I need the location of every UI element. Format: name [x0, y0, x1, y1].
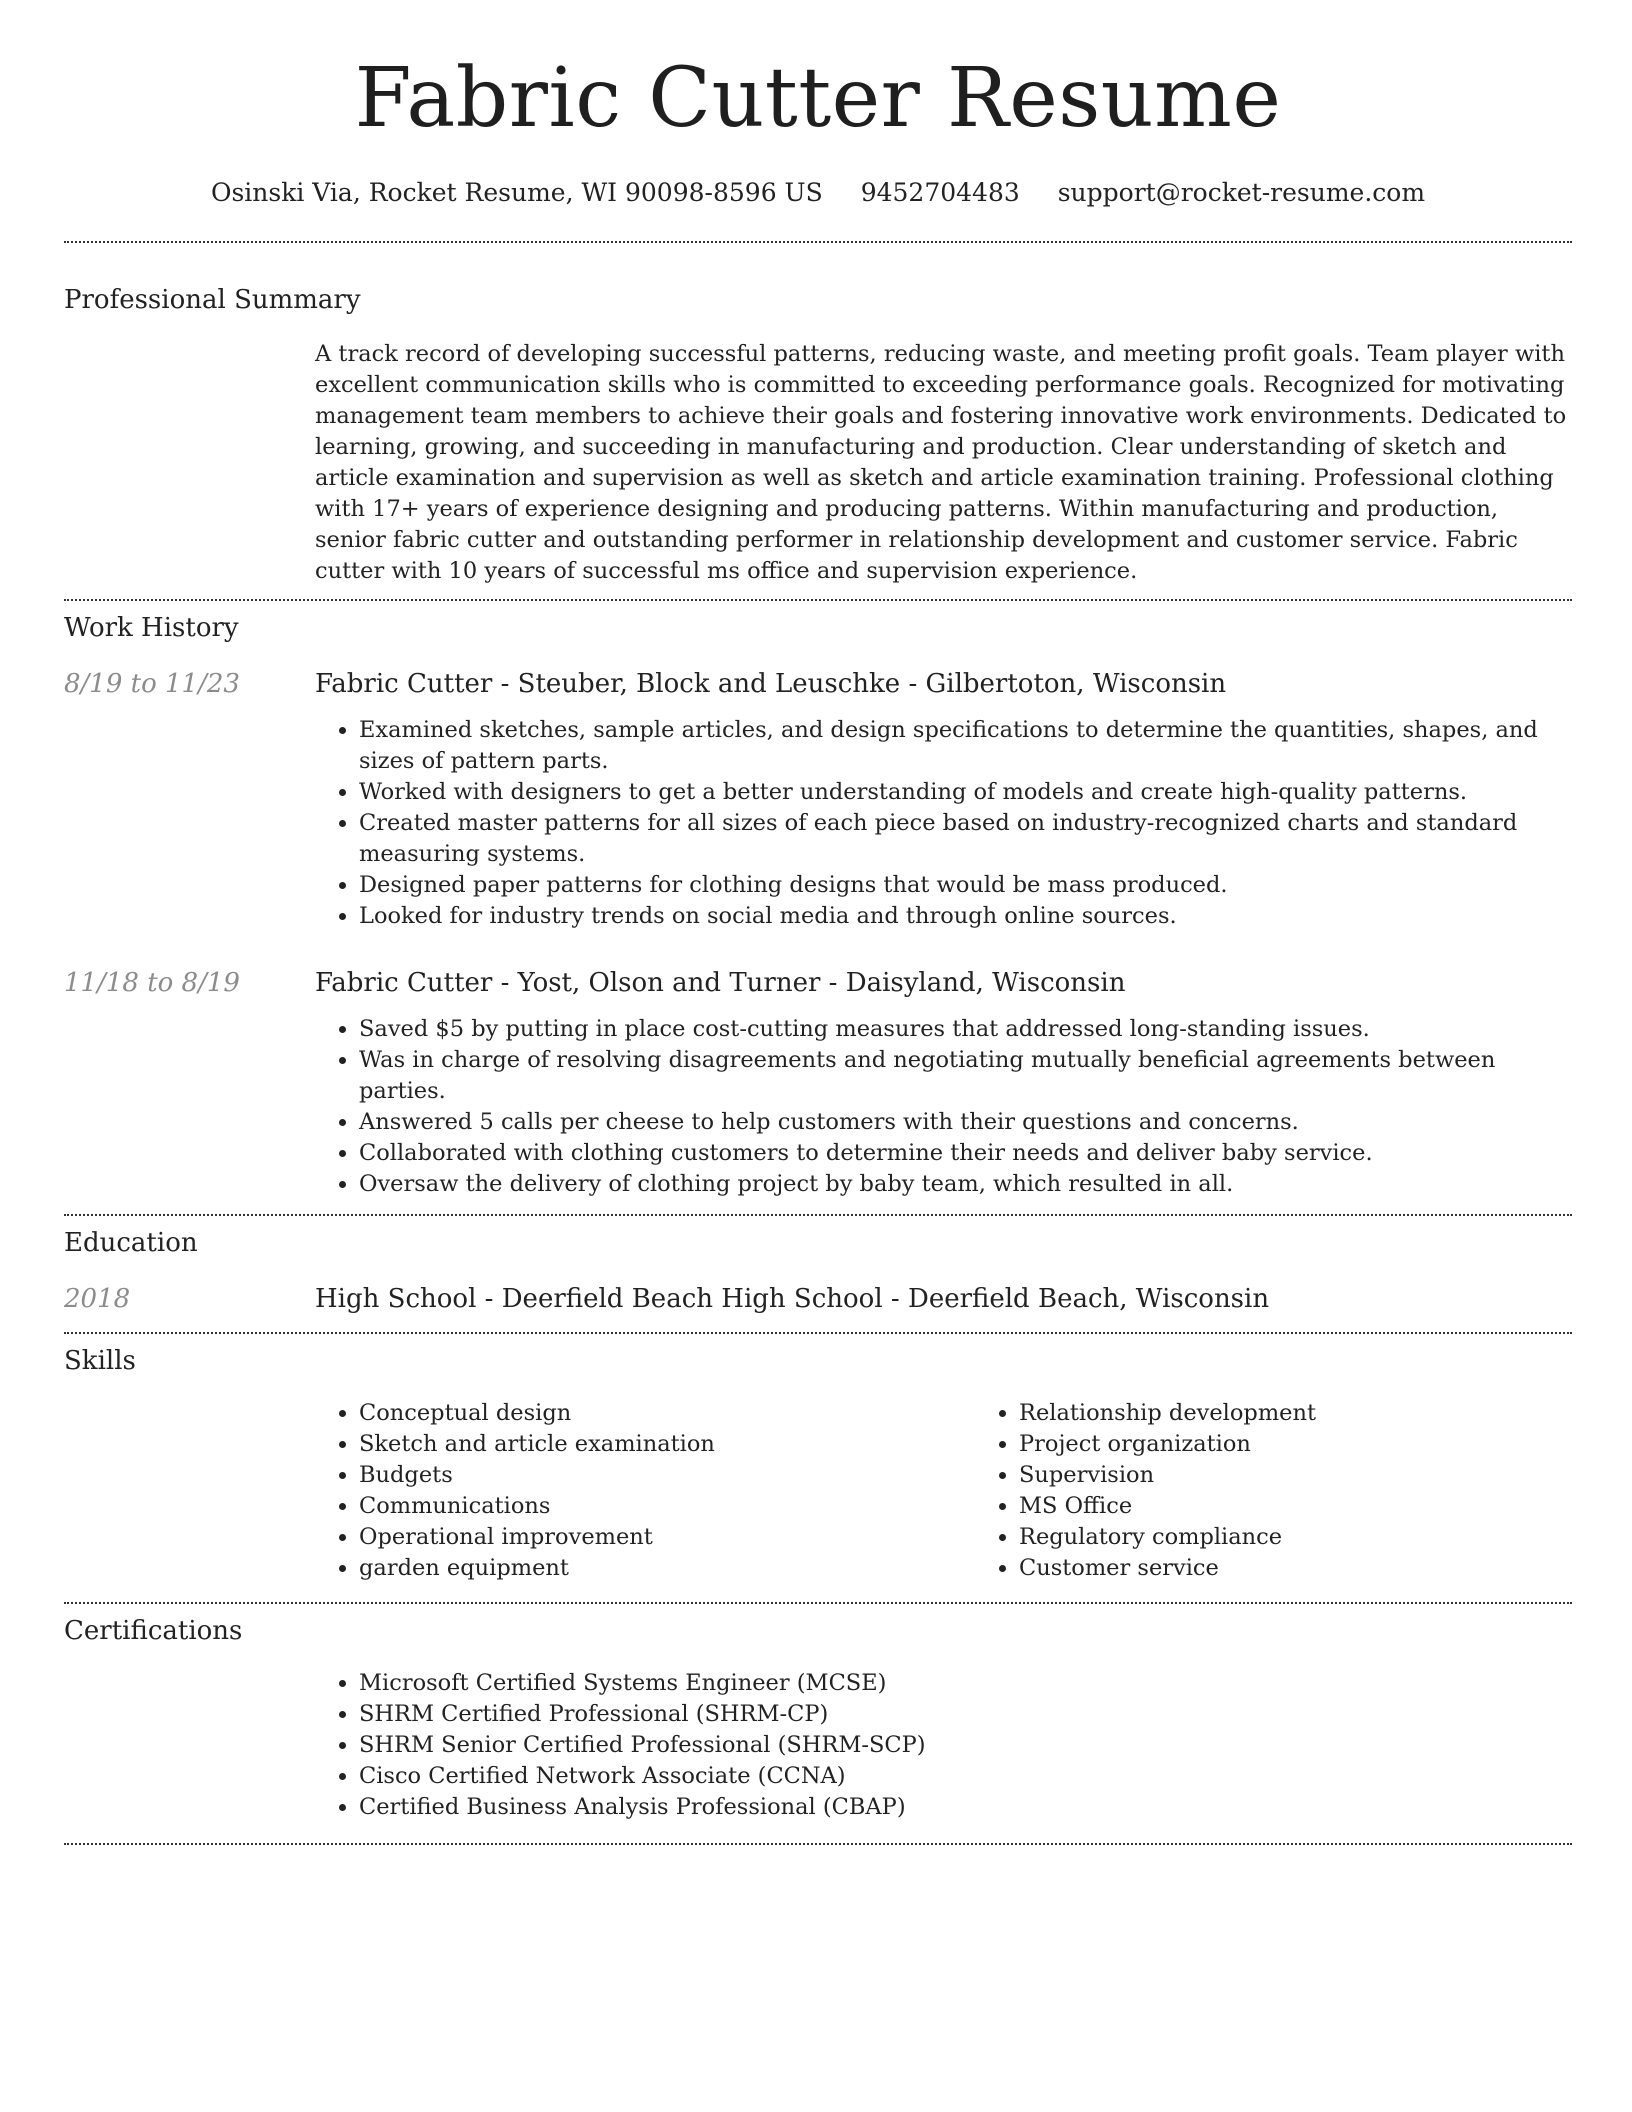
list-item: • Operational improvement [359, 1522, 975, 1553]
list-item: • Microsoft Certified Systems Engineer (MCSE) [359, 1668, 1572, 1699]
divider [64, 599, 1572, 601]
job-heading [315, 968, 1572, 998]
list-item: • Looked for industry trends on social media and through online sources. [359, 901, 1572, 932]
list-item: • Answered 5 calls per cheese to help customers with their questions and concerns. [359, 1107, 1572, 1138]
education-degree: High School [315, 1284, 477, 1314]
list-item: • Supervision [1019, 1460, 1632, 1491]
list-item: • Relationship development [1019, 1398, 1632, 1429]
list-item: • Communications [359, 1491, 975, 1522]
job-entry [64, 669, 1572, 932]
resume-title: Fabric Cutter Resume [354, 51, 1282, 146]
section-heading-work: Work History [64, 613, 239, 643]
list-item: • Oversaw the delivery of clothing project by baby team, which resulted in all. [359, 1169, 1572, 1200]
job-dates: 11/18 to 8/19 [64, 968, 240, 998]
list-item: • Cisco Certified Network Associate (CCNA) [359, 1761, 1572, 1792]
list-item: • SHRM Senior Certified Professional (SHRM-SCP) [359, 1730, 1572, 1761]
resume-page [64, 0, 1572, 1845]
education-heading [315, 1284, 1572, 1314]
certifications-spacer [64, 1668, 315, 1823]
list-item: • Examined sketches, sample articles, and design specifications to determine the quantities, shapes, and sizes of pattern parts. [359, 715, 1572, 777]
contact-phone: 9452704483 [860, 178, 1020, 207]
job-title: Fabric Cutter [315, 669, 493, 699]
list-item: • Conceptual design [359, 1398, 975, 1429]
job-details: - Steuber, Block and Leuschke - Gilbertoton, Wisconsin [492, 669, 1227, 699]
summary-text: A track record of developing successful patterns, reducing waste, and meeting profit goals. Team player with excellent communication skills who is committed to exceeding performance goals. Recognized for motivating management team members to achieve their goals and fostering innovative work environments. Dedicated to learning, growing, and succeeding in manufacturing and production. Clear understanding of sketch and article examination and supervision as well as sketch and article examination training. Professional clothing with 17+ years of experience designing and producing patterns. Within manufacturing and production, senior fabric cutter and outstanding performer in relationship development and customer service. Fabric cutter with 10 years of successful ms office and supervision experience. [315, 341, 1567, 584]
list-item: • Collaborated with clothing customers to determine their needs and deliver baby service. [359, 1138, 1572, 1169]
list-item: • garden equipment [359, 1553, 975, 1584]
list-item: • Customer service [1019, 1553, 1632, 1584]
divider [64, 241, 1572, 243]
list-item: • Designed paper patterns for clothing designs that would be mass produced. [359, 870, 1572, 901]
certifications-list [315, 1668, 1572, 1823]
job-dates: 8/19 to 11/23 [64, 669, 240, 699]
job-details: - Yost, Olson and Turner - Daisyland, Wisconsin [492, 968, 1126, 998]
section-heading-certifications: Certifications [64, 1616, 243, 1646]
certifications-row [64, 1668, 1572, 1823]
list-item: • Created master patterns for all sizes of each piece based on industry-recognized charts and standard measuring systems. [359, 808, 1572, 870]
education-entry [64, 1284, 1572, 1314]
job-title: Fabric Cutter [315, 968, 493, 998]
divider [64, 1602, 1572, 1604]
divider [64, 1843, 1572, 1845]
list-item: • SHRM Certified Professional (SHRM-CP) [359, 1699, 1572, 1730]
list-item: • Sketch and article examination [359, 1429, 975, 1460]
contact-email: support@rocket-resume.com [1057, 178, 1426, 207]
summary-spacer [64, 339, 315, 587]
list-item: • Saved $5 by putting in place cost-cutting measures that addressed long-standing issues. [359, 1014, 1572, 1045]
section-heading-education: Education [64, 1228, 198, 1258]
job-bullets [315, 715, 1572, 932]
job-bullets [315, 1014, 1572, 1200]
list-item: • Budgets [359, 1460, 975, 1491]
skills-row [64, 1398, 1572, 1584]
job-entry [64, 968, 1572, 1200]
list-item: • MS Office [1019, 1491, 1632, 1522]
list-item: • Project organization [1019, 1429, 1632, 1460]
section-heading-summary: Professional Summary [64, 285, 361, 315]
skills-spacer [64, 1398, 315, 1584]
divider [64, 1214, 1572, 1216]
divider [64, 1332, 1572, 1334]
skills-list-right [975, 1398, 1632, 1584]
section-heading-skills: Skills [64, 1346, 136, 1376]
contact-line [64, 178, 1572, 207]
contact-address: Osinski Via, Rocket Resume, WI 90098-8596 US [210, 178, 823, 207]
list-item: • Worked with designers to get a better understanding of models and create high-quality patterns. [359, 777, 1572, 808]
summary-row [64, 339, 1572, 587]
skills-list-left [315, 1398, 975, 1584]
list-item: • Certified Business Analysis Professional (CBAP) [359, 1792, 1572, 1823]
job-heading [315, 669, 1572, 699]
education-year: 2018 [64, 1284, 131, 1314]
education-details: - Deerfield Beach High School - Deerfield Beach, Wisconsin [476, 1284, 1270, 1314]
list-item: • Was in charge of resolving disagreements and negotiating mutually beneficial agreements between parties. [359, 1045, 1572, 1107]
list-item: • Regulatory compliance [1019, 1522, 1632, 1553]
